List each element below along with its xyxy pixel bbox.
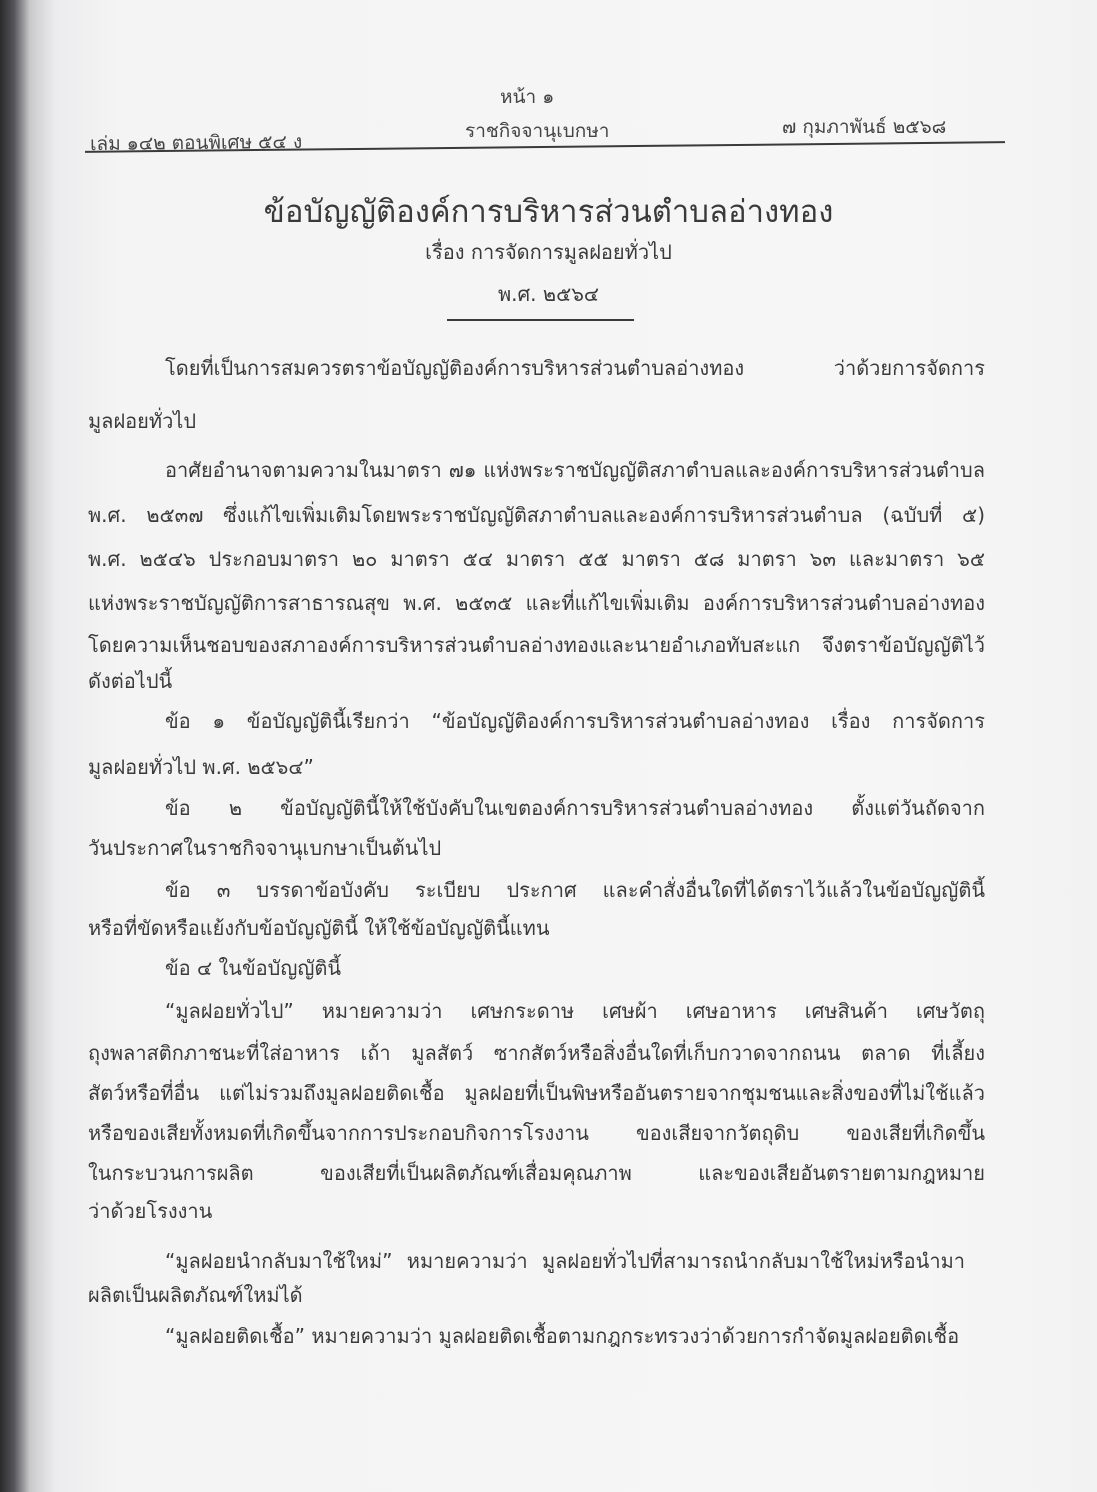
body-line: แห่งพระราชบัญญัติการสาธารณสุข พ.ศ. ๒๕๓๕ และที่แก้ไขเพิ่มเติม องค์การบริหารส่วนตำบลอ่างทอง [88, 591, 985, 615]
body-line: ข้อ ๔ ในข้อบัญญัตินี้ [165, 956, 342, 980]
body-line: หรือของเสียทั้งหมดที่เกิดขึ้นจากการประกอบกิจการโรงงาน ของเสียจากวัตถุดิบ ของเสียที่เกิดขึ้น [88, 1121, 985, 1145]
document-title: ข้อบัญญัติองค์การบริหารส่วนตำบลอ่างทอง [263, 194, 834, 230]
body-line: วันประกาศในราชกิจจานุเบกษาเป็นต้นไป [88, 836, 442, 860]
body-line: มูลฝอยทั่วไป พ.ศ. ๒๕๖๔” [88, 755, 314, 779]
publication-name: ราชกิจจานุเบกษา [465, 120, 610, 142]
body-line: สัตว์หรือที่อื่น แต่ไม่รวมถึงมูลฝอยติดเชื้อ มูลฝอยที่เป็นพิษหรืออันตรายจากชุมชนและสิ่งของที่ไม่ใช้แล้ว [88, 1081, 985, 1105]
body-line: โดยที่เป็นการสมควรตราข้อบัญญัติองค์การบริหารส่วนตำบลอ่างทอง ว่าด้วยการจัดการ [165, 356, 985, 380]
publication-date: ๗ กุมภาพันธ์ ๒๕๖๘ [782, 116, 947, 138]
body-line: ข้อ ๑ ข้อบัญญัตินี้เรียกว่า “ข้อบัญญัติองค์การบริหารส่วนตำบลอ่างทอง เรื่อง การจัดการ [165, 709, 985, 733]
body-line: ถุงพลาสติกภาชนะที่ใส่อาหาร เถ้า มูลสัตว์ ซากสัตว์หรือสิ่งอื่นใดที่เก็บกวาดจากถนน ตลาด ที่เลี้ยง [88, 1041, 985, 1065]
title-rule [447, 319, 634, 321]
body-line: หรือที่ขัดหรือแย้งกับข้อบัญญัตินี้ ให้ใช้ข้อบัญญัตินี้แทน [88, 916, 550, 940]
body-line: อาศัยอำนาจตามความในมาตรา ๗๑ แห่งพระราชบัญญัติสภาตำบลและองค์การบริหารส่วนตำบล [165, 458, 985, 482]
body-line: ผลิตเป็นผลิตภัณฑ์ใหม่ได้ [88, 1283, 303, 1307]
body-line: พ.ศ. ๒๕๔๖ ประกอบมาตรา ๒๐ มาตรา ๕๔ มาตรา ๕๕ มาตรา ๕๘ มาตรา ๖๓ และมาตรา ๖๕ [88, 547, 985, 571]
body-line: โดยความเห็นชอบของสภาองค์การบริหารส่วนตำบลอ่างทองและนายอำเภอทับสะแก จึงตราข้อบัญญัติไว้ [88, 633, 985, 657]
volume-issue: เล่ม ๑๔๒ ตอนพิเศษ ๕๔ ง [89, 130, 303, 156]
body-line: ดังต่อไปนี้ [88, 669, 173, 693]
body-line: “มูลฝอยติดเชื้อ” หมายความว่า มูลฝอยติดเชื้อตามกฎกระทรวงว่าด้วยการกำจัดมูลฝอยติดเชื้อ [165, 1324, 960, 1348]
body-line: พ.ศ. ๒๕๓๗ ซึ่งแก้ไขเพิ่มเติมโดยพระราชบัญญัติสภาตำบลและองค์การบริหารส่วนตำบล (ฉบับที่ ๕) [88, 503, 985, 527]
body-line: ข้อ ๓ บรรดาข้อบังคับ ระเบียบ ประกาศ และคำสั่งอื่นใดที่ได้ตราไว้แล้วในข้อบัญญัตินี้ [165, 878, 985, 902]
document-subject: เรื่อง การจัดการมูลฝอยทั่วไป [425, 240, 672, 264]
body-line: “มูลฝอยทั่วไป” หมายความว่า เศษกระดาษ เศษผ้า เศษอาหาร เศษสินค้า เศษวัตถุ [165, 999, 985, 1023]
body-line: มูลฝอยทั่วไป [88, 409, 197, 433]
page-number: หน้า ๑ [500, 86, 555, 108]
body-line: “มูลฝอยนำกลับมาใช้ใหม่” หมายความว่า มูลฝอยทั่วไปที่สามารถนำกลับมาใช้ใหม่หรือนำมา [165, 1249, 965, 1273]
body-line: ว่าด้วยโรงงาน [88, 1199, 213, 1223]
body-line: ข้อ ๒ ข้อบัญญัตินี้ให้ใช้บังคับในเขตองค์การบริหารส่วนตำบลอ่างทอง ตั้งแต่วันถัดจาก [165, 796, 985, 820]
body-line: ในกระบวนการผลิต ของเสียที่เป็นผลิตภัณฑ์เสื่อมคุณภาพ และของเสียอันตรายตามกฎหมาย [88, 1161, 985, 1185]
document-year: พ.ศ. ๒๕๖๔ [497, 282, 600, 306]
